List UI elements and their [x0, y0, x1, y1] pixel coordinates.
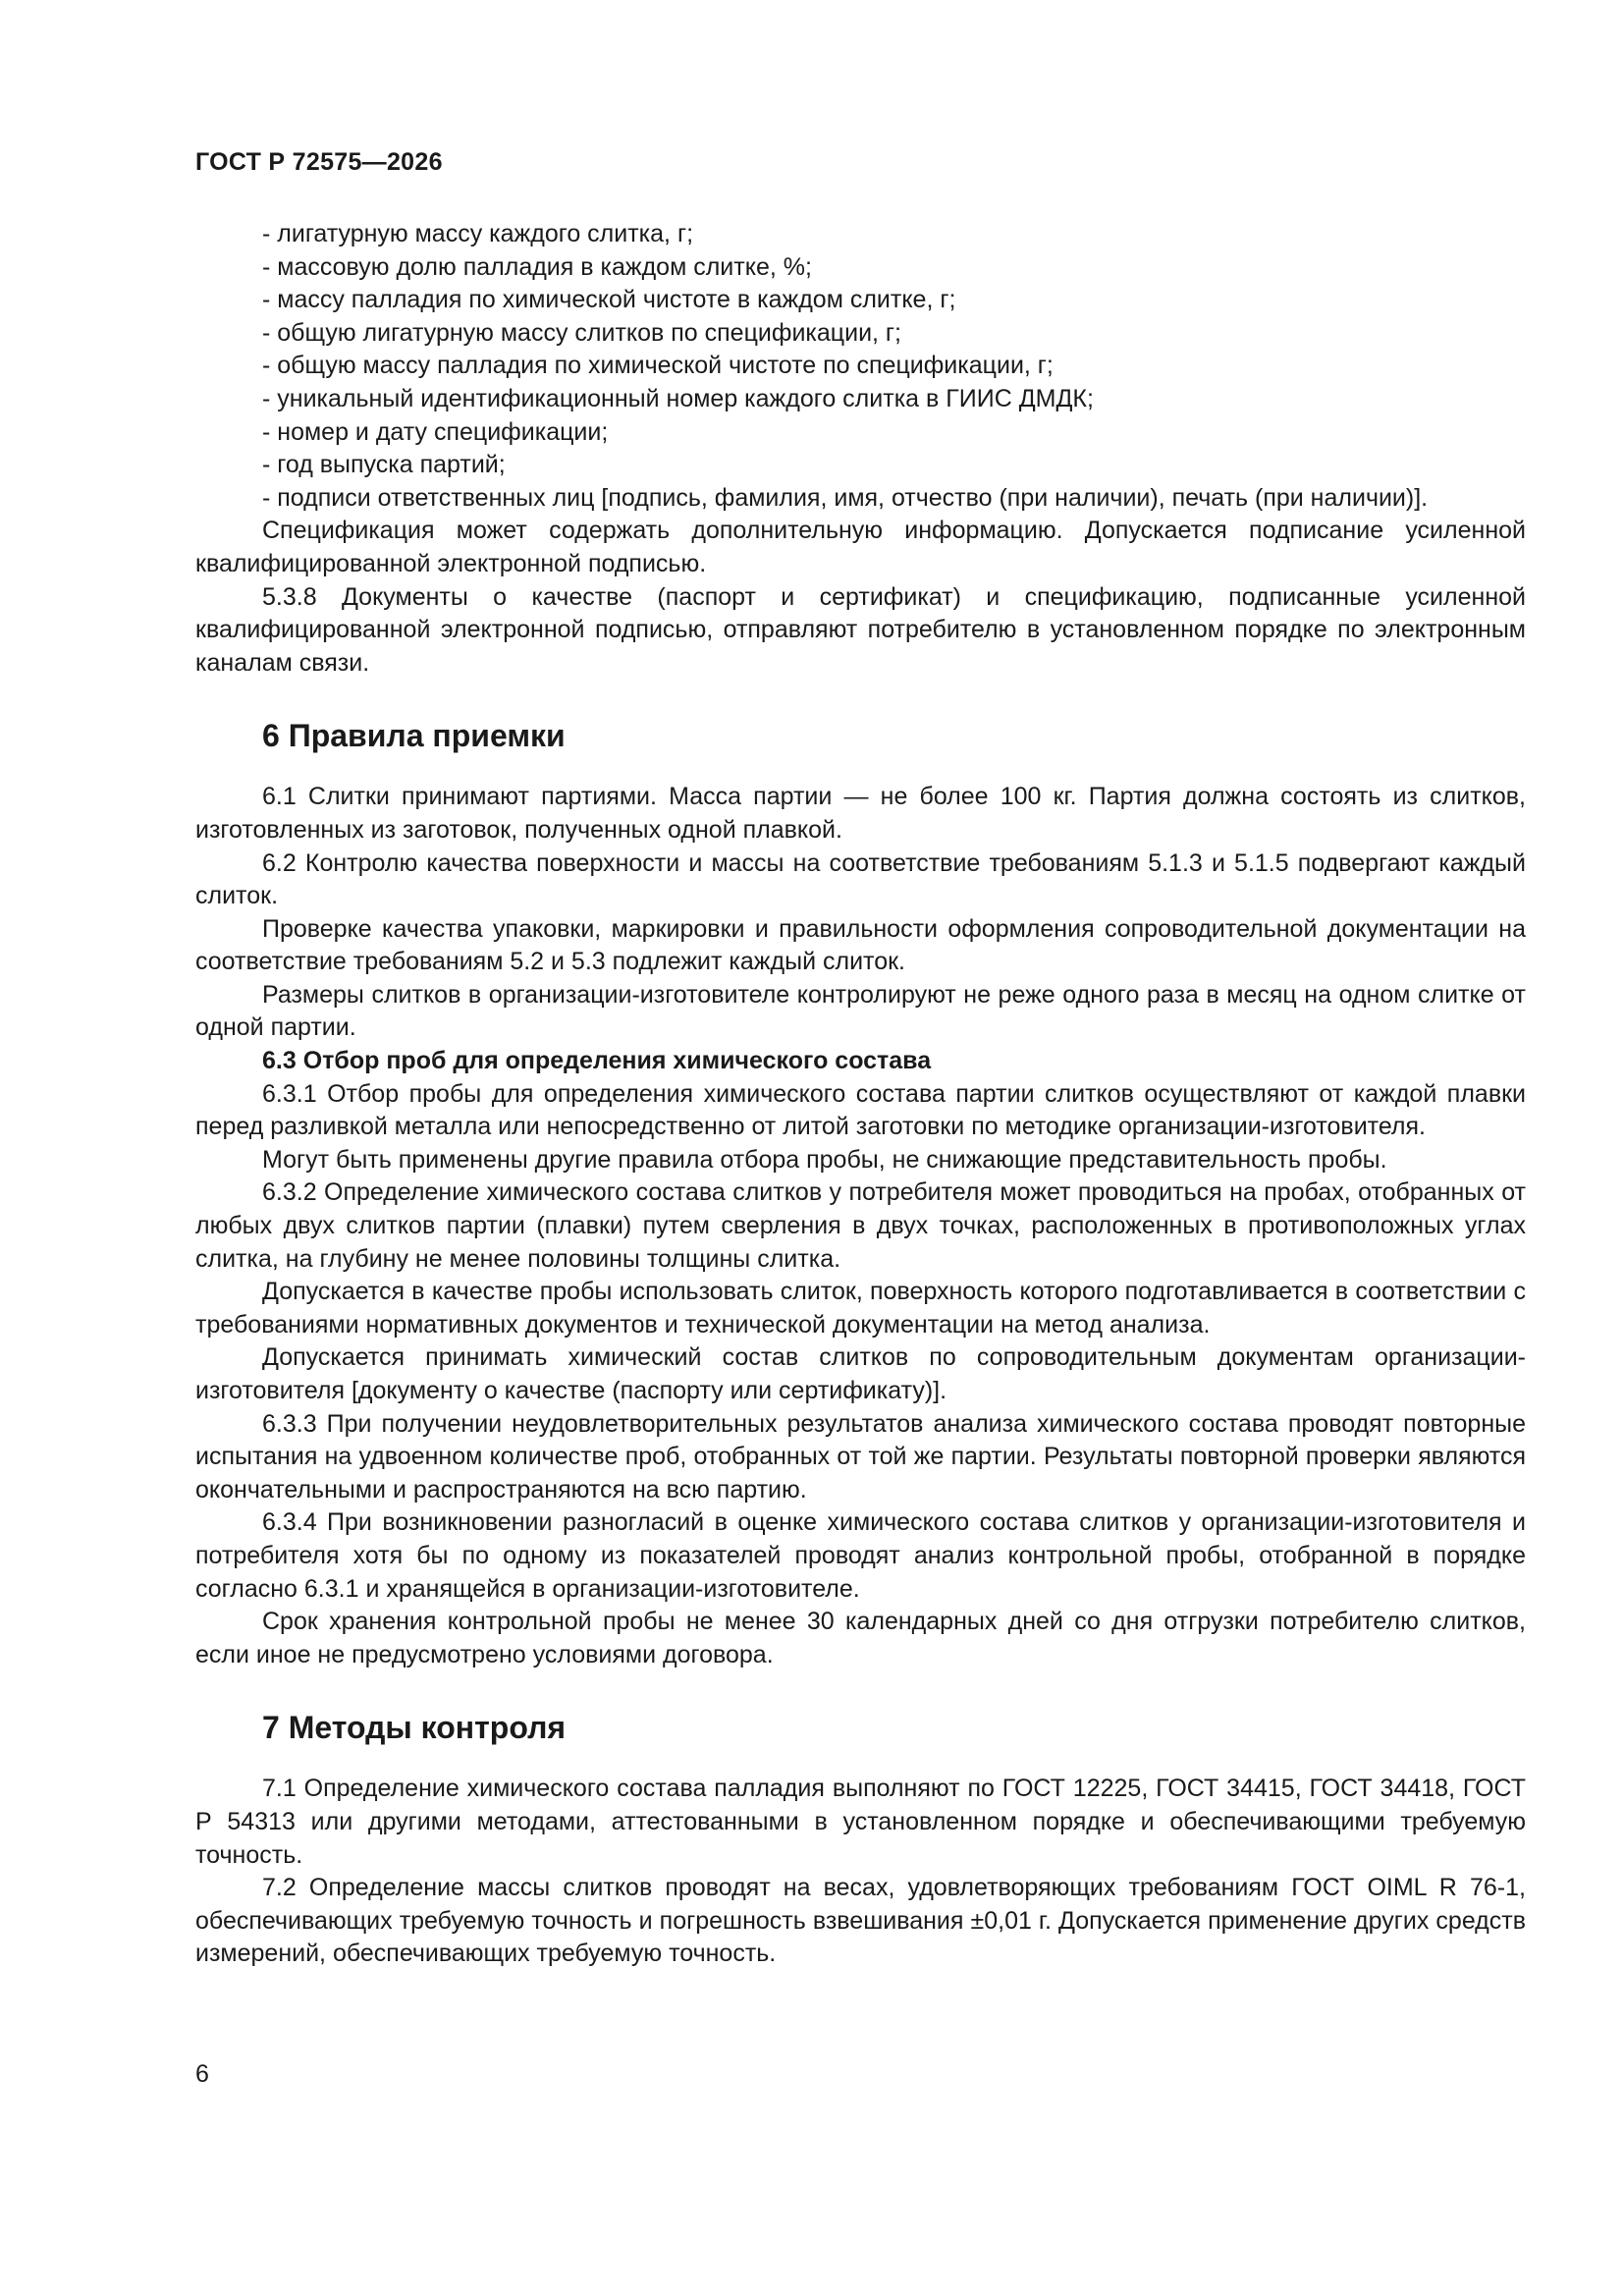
paragraph-5-3-8: 5.3.8 Документы о качестве (паспорт и сертификат) и спецификацию, подписанные усиленной квалифицированной электронной подписью, отправляют потребителю в установленном порядке по электронным каналам связи.	[195, 582, 1526, 677]
list-item: - массу палладия по химической чистоте в каждом слитке, г;	[262, 286, 956, 314]
list-item: - год выпуска партий;	[262, 451, 506, 479]
paragraph: Проверке качества упаковки, маркировки и правильности оформления сопроводительной документации на соответствие требованиям 5.2 и 5.3 подлежит каждый слиток.	[195, 914, 1526, 976]
paragraph-6-3-2: 6.3.2 Определение химического состава слитков у потребителя может проводиться на пробах, отобранных от любых двух слитков партии (плавки) путем сверления в двух точках, расположенных в противоположных углах слитка, на глубину не менее половины толщины слитка.	[195, 1178, 1526, 1273]
paragraph-6-3-4: 6.3.4 При возникновении разногласий в оценке химического состава слитков у организации-изготовителя и потребителя хотя бы по одному из показателей проводят анализ контрольной пробы, отобранной в порядке согласно 6.3.1 и хранящейся в организации-изготовителе.	[195, 1508, 1526, 1603]
paragraph-6-2: 6.2 Контролю качества поверхности и массы на соответствие требованиям 5.1.3 и 5.1.5 подвергают каждый слиток.	[195, 848, 1526, 910]
paragraph: Спецификация может содержать дополнительную информацию. Допускается подписание усиленной квалифицированной электронной подписью.	[195, 517, 1526, 577]
paragraph-7-2: 7.2 Определение массы слитков проводят на весах, удовлетворяющих требованиям ГОСТ OIML R 76-1, обеспечивающих требуемую точность и погрешность взвешивания ±0,01 г. Допускается применение других средств измерений, обеспечивающих требуемую точность.	[195, 1874, 1526, 1968]
paragraph-6-3-1: 6.3.1 Отбор пробы для определения химического состава партии слитков осуществляют от каждой плавки перед разливкой металла или непосредственно от литой заготовки по методике организации-изготовителя.	[195, 1079, 1526, 1141]
list-item: - номер и дату спецификации;	[262, 417, 609, 446]
document-header: ГОСТ Р 72575—2026	[195, 148, 443, 176]
section-heading-6: 6 Правила приемки	[262, 718, 566, 754]
list-item: - общую массу палладия по химической чистоте по спецификации, г;	[262, 352, 1054, 380]
paragraph-7-1: 7.1 Определение химического состава палладия выполняют по ГОСТ 12225, ГОСТ 34415, ГОСТ 34418, ГОСТ Р 54313 или другими методами, аттестованными в установленном порядке и обеспечивающими требуемую точность.	[195, 1775, 1526, 1869]
paragraph: Могут быть применены другие правила отбора пробы, не снижающие представительность пробы.	[262, 1145, 1387, 1174]
paragraph: Допускается в качестве пробы использовать слиток, поверхность которого подготавливается в соответствии с требованиями нормативных документов и технической документации на метод анализа.	[195, 1278, 1526, 1339]
paragraph: Размеры слитков в организации-изготовителе контролируют не реже одного раза в месяц на одном слитке от одной партии.	[195, 980, 1526, 1042]
document-body	[195, 218, 1526, 1971]
list-item: - массовую долю палладия в каждом слитке, %;	[262, 252, 812, 281]
paragraph-6-3-3: 6.3.3 При получении неудовлетворительных результатов анализа химического состава проводят повторные испытания на удвоенном количестве проб, отобранных от той же партии. Результаты повторной проверки являются окончательными и распространяются на всю партию.	[195, 1409, 1526, 1503]
paragraph: Срок хранения контрольной пробы не менее 30 календарных дней со дня отгрузки потребителю слитков, если иное не предусмотрено условиями договора.	[195, 1608, 1526, 1668]
paragraph-6-1: 6.1 Слитки принимают партиями. Масса партии — не более 100 кг. Партия должна состоять из слитков, изготовленных из заготовок, полученных одной плавкой.	[195, 783, 1526, 844]
list-item: - подписи ответственных лиц [подпись, фамилия, имя, отчество (при наличии), печать (при наличии)].	[262, 483, 1429, 512]
section-heading-7: 7 Методы контроля	[262, 1710, 567, 1746]
list-item: - уникальный идентификационный номер каждого слитка в ГИИС ДМДК;	[262, 384, 1094, 412]
page-number: 6	[195, 2060, 209, 2088]
list-item: - общую лигатурную массу слитков по спецификации, г;	[262, 318, 902, 347]
subsection-heading-6-3: 6.3 Отбор проб для определения химического состава	[262, 1047, 932, 1075]
list-item: - лигатурную массу каждого слитка, г;	[262, 220, 694, 247]
paragraph: Допускается принимать химический состав слитков по сопроводительным документам организации-изготовителя [документу о качестве (паспорту или сертификату)].	[195, 1343, 1526, 1404]
